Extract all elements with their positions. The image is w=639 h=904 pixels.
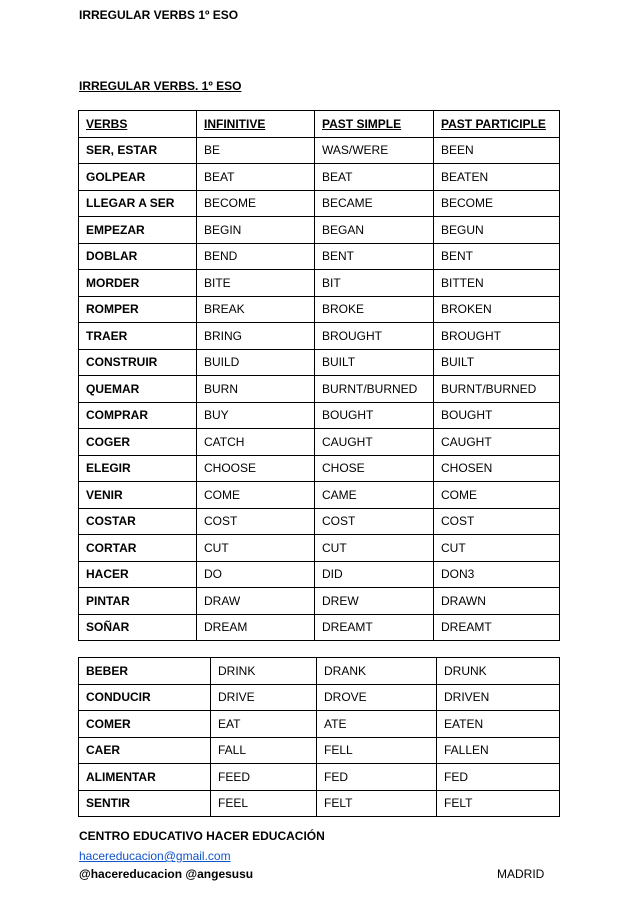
verb-cell: GOLPEAR xyxy=(79,164,197,191)
past-participle-cell: COME xyxy=(434,482,560,509)
verb-cell: CONDUCIR xyxy=(79,684,211,711)
infinitive-cell: BEGIN xyxy=(197,217,315,244)
past-simple-cell: BEGAN xyxy=(315,217,434,244)
infinitive-cell: CUT xyxy=(197,535,315,562)
table-row xyxy=(79,764,560,791)
table-row xyxy=(79,243,560,270)
infinitive-cell: COME xyxy=(197,482,315,509)
infinitive-cell: FALL xyxy=(211,737,317,764)
past-participle-cell: CUT xyxy=(434,535,560,562)
infinitive-cell: CATCH xyxy=(197,429,315,456)
verb-cell: EMPEZAR xyxy=(79,217,197,244)
verb-cell: DOBLAR xyxy=(79,243,197,270)
past-simple-cell: FELT xyxy=(317,790,437,817)
past-simple-cell: DRANK xyxy=(317,658,437,685)
past-simple-cell: BROKE xyxy=(315,296,434,323)
infinitive-cell: DRAW xyxy=(197,588,315,615)
past-simple-cell: BOUGHT xyxy=(315,402,434,429)
infinitive-cell: EAT xyxy=(211,711,317,738)
past-participle-cell: EATEN xyxy=(437,711,560,738)
footer-organization: CENTRO EDUCATIVO HACER EDUCACIÓN xyxy=(79,829,325,843)
verb-cell: TRAER xyxy=(79,323,197,350)
infinitive-cell: FEED xyxy=(211,764,317,791)
infinitive-cell: FEEL xyxy=(211,790,317,817)
past-participle-cell: DRIVEN xyxy=(437,684,560,711)
past-participle-cell: FELT xyxy=(437,790,560,817)
past-participle-cell: BROUGHT xyxy=(434,323,560,350)
infinitive-cell: DRINK xyxy=(211,658,317,685)
past-participle-cell: CHOSEN xyxy=(434,455,560,482)
table-header-row xyxy=(79,111,560,138)
infinitive-cell: BECOME xyxy=(197,190,315,217)
past-simple-cell: COST xyxy=(315,508,434,535)
past-simple-cell: DROVE xyxy=(317,684,437,711)
table-row xyxy=(79,790,560,817)
past-participle-cell: DREAMT xyxy=(434,614,560,641)
verb-cell: COGER xyxy=(79,429,197,456)
table-row xyxy=(79,217,560,244)
past-participle-cell: BROKEN xyxy=(434,296,560,323)
past-participle-cell: DRUNK xyxy=(437,658,560,685)
table-row xyxy=(79,323,560,350)
past-participle-cell: BITTEN xyxy=(434,270,560,297)
past-participle-cell: DRAWN xyxy=(434,588,560,615)
infinitive-cell: BURN xyxy=(197,376,315,403)
past-simple-cell: BECAME xyxy=(315,190,434,217)
past-simple-cell: FED xyxy=(317,764,437,791)
infinitive-cell: BUY xyxy=(197,402,315,429)
table-row xyxy=(79,561,560,588)
table-row xyxy=(79,482,560,509)
verb-cell: CONSTRUIR xyxy=(79,349,197,376)
past-participle-cell: BOUGHT xyxy=(434,402,560,429)
past-simple-cell: BURNT/BURNED xyxy=(315,376,434,403)
past-participle-cell: FED xyxy=(437,764,560,791)
past-simple-cell: BUILT xyxy=(315,349,434,376)
verb-cell: MORDER xyxy=(79,270,197,297)
verb-cell: COMER xyxy=(79,711,211,738)
past-simple-cell: CUT xyxy=(315,535,434,562)
past-simple-cell: CAUGHT xyxy=(315,429,434,456)
table-row xyxy=(79,711,560,738)
infinitive-cell: BEAT xyxy=(197,164,315,191)
past-participle-cell: BEEN xyxy=(434,137,560,164)
table-row xyxy=(79,535,560,562)
past-simple-cell: BIT xyxy=(315,270,434,297)
past-simple-cell: FELL xyxy=(317,737,437,764)
past-participle-cell: BEATEN xyxy=(434,164,560,191)
verb-cell: HACER xyxy=(79,561,197,588)
verb-cell: ROMPER xyxy=(79,296,197,323)
infinitive-cell: BUILD xyxy=(197,349,315,376)
verb-cell: CAER xyxy=(79,737,211,764)
past-simple-cell: WAS/WERE xyxy=(315,137,434,164)
column-header-past-simple: PAST SIMPLE xyxy=(315,111,434,138)
table-row xyxy=(79,376,560,403)
verb-cell: COMPRAR xyxy=(79,402,197,429)
verb-cell: SOÑAR xyxy=(79,614,197,641)
past-participle-cell: CAUGHT xyxy=(434,429,560,456)
infinitive-cell: BREAK xyxy=(197,296,315,323)
header-title: IRREGULAR VERBS 1º ESO xyxy=(79,8,239,22)
past-simple-cell: ATE xyxy=(317,711,437,738)
footer-social-handles: @hacereducacion @angesusu xyxy=(79,867,254,881)
past-participle-cell: BECOME xyxy=(434,190,560,217)
infinitive-cell: COST xyxy=(197,508,315,535)
footer-email-link[interactable]: hacereducacion@gmail.com xyxy=(79,849,231,863)
past-simple-cell: DREAMT xyxy=(315,614,434,641)
past-simple-cell: DID xyxy=(315,561,434,588)
past-participle-cell: COST xyxy=(434,508,560,535)
infinitive-cell: BITE xyxy=(197,270,315,297)
table-row xyxy=(79,190,560,217)
table-row xyxy=(79,429,560,456)
table-row xyxy=(79,455,560,482)
past-simple-cell: CHOSE xyxy=(315,455,434,482)
column-header-past-participle: PAST PARTICIPLE xyxy=(434,111,560,138)
table-row xyxy=(79,349,560,376)
verb-cell: SER, ESTAR xyxy=(79,137,197,164)
verb-cell: ELEGIR xyxy=(79,455,197,482)
past-participle-cell: BENT xyxy=(434,243,560,270)
verb-cell: ALIMENTAR xyxy=(79,764,211,791)
past-simple-cell: BENT xyxy=(315,243,434,270)
verb-cell: VENIR xyxy=(79,482,197,509)
table-row xyxy=(79,270,560,297)
past-participle-cell: BURNT/BURNED xyxy=(434,376,560,403)
table-row xyxy=(79,588,560,615)
past-participle-cell: FALLEN xyxy=(437,737,560,764)
table-row xyxy=(79,737,560,764)
verb-cell: SENTIR xyxy=(79,790,211,817)
table-row xyxy=(79,508,560,535)
infinitive-cell: DREAM xyxy=(197,614,315,641)
irregular-verbs-table-1 xyxy=(78,110,560,641)
table-row xyxy=(79,137,560,164)
past-simple-cell: DREW xyxy=(315,588,434,615)
verb-cell: COSTAR xyxy=(79,508,197,535)
irregular-verbs-table-2 xyxy=(78,657,560,817)
infinitive-cell: CHOOSE xyxy=(197,455,315,482)
column-header-infinitive: INFINITIVE xyxy=(197,111,315,138)
infinitive-cell: DRIVE xyxy=(211,684,317,711)
past-simple-cell: BROUGHT xyxy=(315,323,434,350)
infinitive-cell: DO xyxy=(197,561,315,588)
table-row xyxy=(79,296,560,323)
verb-cell: LLEGAR A SER xyxy=(79,190,197,217)
column-header-verb: VERBS xyxy=(79,111,197,138)
past-participle-cell: BEGUN xyxy=(434,217,560,244)
table-row xyxy=(79,164,560,191)
past-participle-cell: DON3 xyxy=(434,561,560,588)
table-row xyxy=(79,684,560,711)
verb-cell: CORTAR xyxy=(79,535,197,562)
verb-cell: PINTAR xyxy=(79,588,197,615)
verb-cell: QUEMAR xyxy=(79,376,197,403)
table-row xyxy=(79,614,560,641)
footer-city: MADRID xyxy=(497,867,545,881)
past-simple-cell: BEAT xyxy=(315,164,434,191)
table-row xyxy=(79,402,560,429)
document-title: IRREGULAR VERBS. 1º ESO xyxy=(79,79,242,93)
past-participle-cell: BUILT xyxy=(434,349,560,376)
infinitive-cell: BRING xyxy=(197,323,315,350)
verb-cell: BEBER xyxy=(79,658,211,685)
table-row xyxy=(79,658,560,685)
past-simple-cell: CAME xyxy=(315,482,434,509)
infinitive-cell: BEND xyxy=(197,243,315,270)
infinitive-cell: BE xyxy=(197,137,315,164)
